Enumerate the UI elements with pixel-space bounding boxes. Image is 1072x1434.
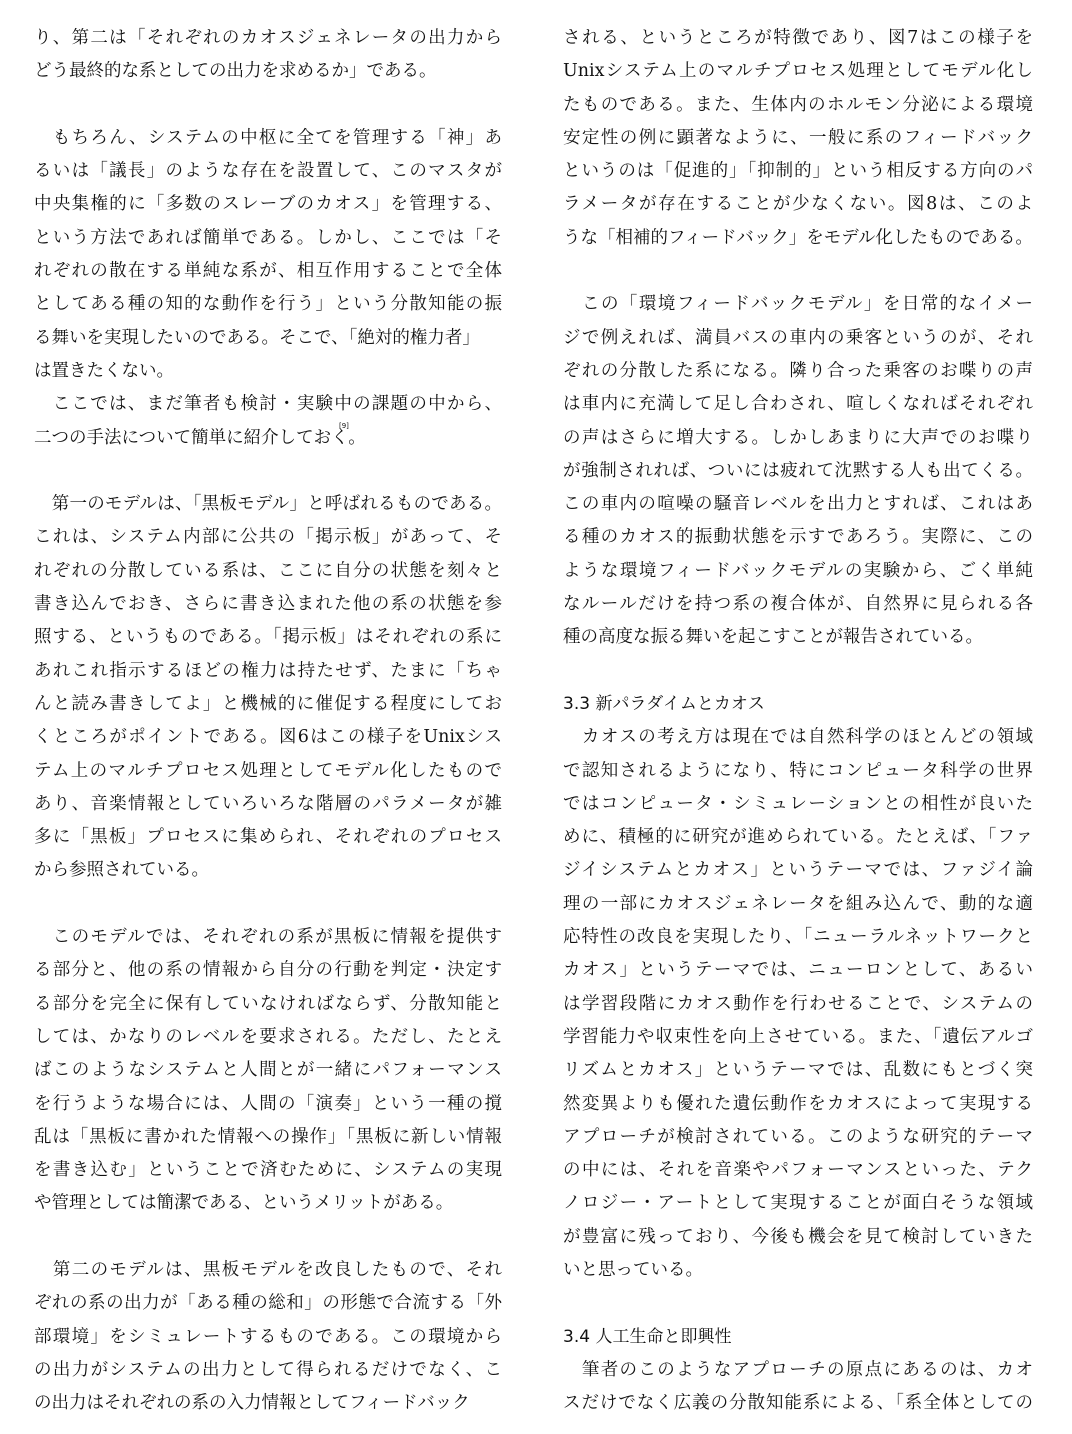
text-line: んと読み書きしてよ」と機械的に催促する程度にしてお <box>34 693 502 714</box>
text-line: 多に「黒板」プロセスに集められ、それぞれのプロセス <box>34 827 502 848</box>
text-line: この車内の喧噪の騒音レベルを出力とすれば、これはあ <box>563 494 1033 515</box>
text-line: ような環境フィードバックモデルの実験から、ごく単純 <box>563 560 1033 581</box>
text-line: の出力はそれぞれの系の入力情報としてフィードバック <box>34 1393 470 1414</box>
text-line: ぞれの系の出力が「ある種の総和」の形態で合流する「外 <box>34 1293 502 1314</box>
text-line: うな「相補的フィードバック」をモデル化したものである。 <box>563 227 1033 248</box>
text-line: や管理としては簡潔である、というメリットがある。 <box>34 1193 454 1214</box>
text-line: れぞれの散在する単純な系が、相互作用することで全体 <box>34 261 502 282</box>
text-line: しては、かなりのレベルを要求される。ただし、たとえ <box>34 1026 502 1047</box>
reference-mark: [9] <box>339 421 349 430</box>
text-line: で認知されるようになり、特にコンピュータ科学の世界 <box>563 760 1033 781</box>
text-line: ばこのようなシステムと人間とが一緒にパフォーマンス <box>34 1060 502 1081</box>
text-line: 学習能力や収束性を向上させている。また、「遺伝アルゴ <box>563 1026 1033 1047</box>
text-line: を行うような場合には、人間の「演奏」という一種の撹 <box>34 1093 502 1114</box>
text-line: 安定性の例に顕著なように、一般に系のフィードバック <box>563 127 1033 148</box>
text-line: どう最終的な系としての出力を求めるか」である。 <box>34 61 437 82</box>
section-heading: 3.4 人工生命と即興性 <box>563 1326 732 1347</box>
paragraph-gap <box>34 888 502 921</box>
paragraph-gap <box>34 455 502 488</box>
text-line: ジイシステムとカオス」というテーマでは、ファジイ論 <box>563 860 1033 881</box>
text-line: 種の高度な振る舞いを起こすことが報告されている。 <box>563 627 983 648</box>
text-line: の出力がシステムの出力として得られるだけでなく、こ <box>34 1359 502 1380</box>
paragraph-gap <box>563 655 1033 688</box>
text-line: 乱は「黒板に書かれた情報への操作」「黒板に新しい情報 <box>34 1126 502 1147</box>
text-line: 部環境」をシミュレートするものである。この環境から <box>34 1326 502 1347</box>
text-line: ジで例えれば、満員バスの車内の乗客というのが、それ <box>563 327 1033 348</box>
text-line: ここでは、まだ筆者も検討・実験中の課題の中から、 <box>34 394 502 415</box>
text-line: る部分と、他の系の情報から自分の行動を判定・決定す <box>34 960 502 981</box>
text-line: くところがポイントである。図6はこの様子をUnixシス <box>34 727 502 748</box>
text-line: 第一のモデルは、「黒板モデル」と呼ばれるものである。 <box>34 494 502 515</box>
text-line: 二つの手法について簡単に紹介しておく。 [9] <box>34 421 366 448</box>
text-line: あれこれ指示するほどの権力は持たせず、たまに「ちゃ <box>34 660 502 681</box>
text-line: が強制されれば、ついには疲れて沈黙する人も出てくる。 <box>563 460 1033 481</box>
right-column <box>563 22 1033 1420</box>
text-line: リズムとカオス」というテーマでは、乱数にもとづく突 <box>563 1060 1033 1081</box>
text-line: 中央集権的に「多数のスレーブのカオス」を管理する、 <box>34 194 502 215</box>
text-line: もちろん、システムの中枢に全てを管理する「神」あ <box>34 127 502 148</box>
paragraph-gap <box>34 89 502 122</box>
text-line: ラメータが存在することが少なくない。図8は、このよ <box>563 194 1033 215</box>
text-line: は車内に充満して足し合わされ、喧しくなればそれぞれ <box>563 394 1033 415</box>
paragraph-gap <box>563 1287 1033 1320</box>
left-column <box>34 22 502 1420</box>
section-heading: 3.3 新パラダイムとカオス <box>563 693 765 714</box>
text-line: るいは「議長」のような存在を設置して、このマスタが <box>34 161 502 182</box>
text-line: めに、積極的に研究が進められている。たとえば、「ファ <box>563 827 1033 848</box>
text-line: 書き込んでおき、さらに書き込まれた他の系の状態を参 <box>34 594 502 615</box>
text-line: この「環境フィードバックモデル」を日常的なイメー <box>563 294 1033 315</box>
text-line: は学習段階にカオス動作を行わせることで、システムの <box>563 993 1033 1014</box>
text-line: から参照されている。 <box>34 860 209 881</box>
text-line: スだけでなく広義の分散知能系による、「系全体としての <box>563 1393 1033 1414</box>
text-line: というのは「促進的」「抑制的」という相反する方向のパ <box>563 161 1033 182</box>
text-line: 筆者のこのようなアプローチの原点にあるのは、カオ <box>563 1359 1033 1380</box>
text-line: カオス」というテーマでは、ニューロンとして、あるい <box>563 960 1033 981</box>
text-line: ぞれの分散した系になる。隣り合った乗客のお喋りの声 <box>563 360 1033 381</box>
text-line: る部分を完全に保有していなければならず、分散知能と <box>34 993 502 1014</box>
text-line: カオスの考え方は現在では自然科学のほとんどの領域 <box>563 727 1033 748</box>
text-line: 応特性の改良を実現したり、「ニューラルネットワークと <box>563 927 1033 948</box>
text-line: を書き込む」ということで済むために、システムの実現 <box>34 1160 502 1181</box>
text-line: の中には、それを音楽やパフォーマンスといった、テク <box>563 1160 1033 1181</box>
text-line: る舞いを実現したいのである。そこで、「絶対的権力者」 <box>34 327 480 348</box>
text-line: が豊富に残っており、今後も機会を見て検討していきた <box>563 1226 1033 1247</box>
text-line: テム上のマルチプロセス処理としてモデル化したもので <box>34 760 502 781</box>
text-line: ノロジー・アートとして実現することが面白そうな領域 <box>563 1193 1033 1214</box>
text-line: という方法であれば簡単である。しかし、ここでは「そ <box>34 227 502 248</box>
text-line: Unixシステム上のマルチプロセス処理としてモデル化し <box>563 61 1033 82</box>
text-line: としてある種の知的な動作を行う」という分散知能の振 <box>34 294 502 315</box>
text-line: あり、音楽情報としていろいろな階層のパラメータが雑 <box>34 793 502 814</box>
text-line: ではコンピュータ・シミュレーションとの相性が良いた <box>563 793 1033 814</box>
paragraph-gap <box>34 1221 502 1254</box>
text-line: 照する、というものである。「掲示板」はそれぞれの系に <box>34 627 502 648</box>
text-line: このモデルでは、それぞれの系が黒板に情報を提供す <box>34 927 502 948</box>
text-line: される、というところが特徴であり、図7はこの様子を <box>563 28 1033 48</box>
paragraph-gap <box>563 255 1033 288</box>
text-line: る種のカオス的振動状態を示すであろう。実際に、この <box>563 527 1033 548</box>
text-line: り、第二は「それぞれのカオスジェネレータの出力から <box>34 28 502 48</box>
text-line: これは、システム内部に公共の「掲示板」があって、そ <box>34 527 502 548</box>
text-line: いと思っている。 <box>563 1259 703 1280</box>
text-line: アプローチが検討されている。このような研究的テーマ <box>563 1126 1033 1147</box>
text-line: 然変異よりも優れた遺伝動作をカオスによって実現する <box>563 1093 1033 1114</box>
text-line: 理の一部にカオスジェネレータを組み込んで、動的な適 <box>563 893 1033 914</box>
text-line: なルールだけを持つ系の複合体が、自然界に見られる各 <box>563 594 1033 615</box>
text-line: れぞれの分散している系は、ここに自分の状態を刻々と <box>34 560 502 581</box>
text-line: 第二のモデルは、黒板モデルを改良したもので、それ <box>34 1259 502 1280</box>
text-line: たものである。また、生体内のホルモン分泌による環境 <box>563 94 1033 115</box>
text-line: は置きたくない。 <box>34 360 174 381</box>
text-line: の声はさらに増大する。しかしあまりに大声でのお喋り <box>563 427 1033 448</box>
